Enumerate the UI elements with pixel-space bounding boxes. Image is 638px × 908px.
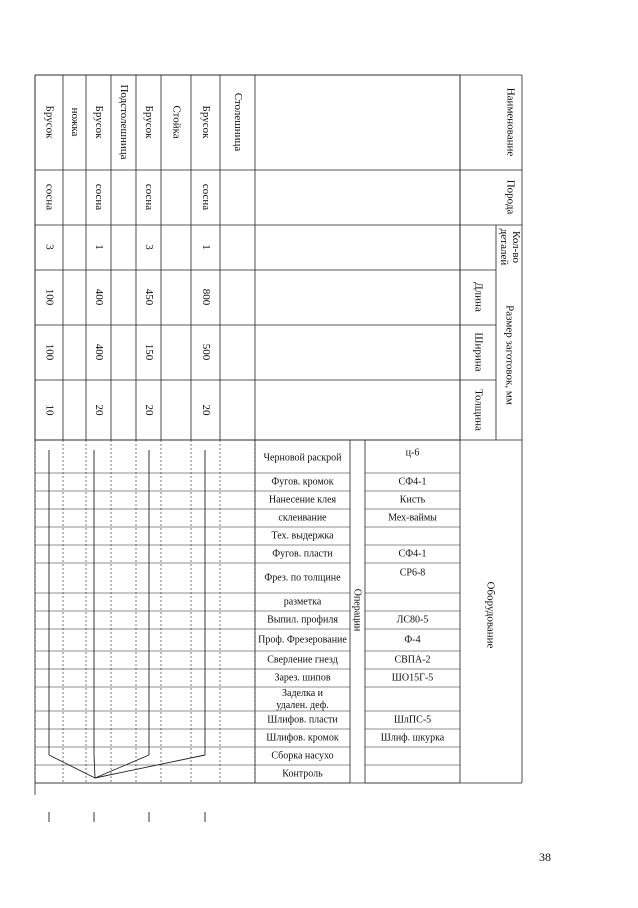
- part-1-name: Брусок: [199, 105, 212, 139]
- equipment-10: СВПА-2: [394, 654, 431, 666]
- part-7-width: 100: [43, 343, 56, 361]
- operation-5: Фугов. пласти: [272, 548, 333, 560]
- operation-15: Сборка насухо: [271, 750, 334, 762]
- header-equipment: Оборудование: [484, 581, 497, 649]
- part-5-length: 400: [92, 288, 105, 306]
- part-2-name: Стойка: [170, 105, 183, 139]
- header-qty: Кол-водеталей: [498, 228, 522, 266]
- part-0-name: Столешница: [231, 92, 244, 152]
- equipment-1: СФ4-1: [398, 476, 427, 488]
- route-join-1: [94, 755, 95, 778]
- page-number: 38: [539, 849, 551, 864]
- part-1-thickness: 20: [199, 404, 212, 416]
- part-5-width: 400: [92, 343, 105, 361]
- operation-13: Шлифов. пласти: [267, 714, 338, 726]
- part-3-qty: 3: [142, 244, 155, 250]
- equipment-11: ШО15Г-5: [391, 672, 434, 684]
- equipment-9: Ф-4: [404, 634, 421, 646]
- part-5-thickness: 20: [92, 404, 105, 416]
- route-join-2: [95, 755, 149, 778]
- part-3-name: Брусок: [142, 105, 155, 139]
- part-1-width: 500: [199, 343, 212, 361]
- header-width: Ширина: [472, 332, 485, 372]
- part-3-species: сосна: [142, 183, 155, 211]
- operation-14: Шлифов. кромок: [266, 732, 339, 744]
- operation-7: разметка: [283, 596, 322, 608]
- route-join-0: [49, 755, 95, 778]
- header-operations: Операции: [351, 588, 363, 632]
- equipment-3: Мех-ваймы: [388, 512, 437, 524]
- part-1-species: сосна: [199, 183, 212, 211]
- part-7-length: 100: [43, 288, 56, 306]
- operation-10: Сверление гнезд: [267, 654, 338, 666]
- part-7-qty: 3: [43, 244, 56, 250]
- part-3-width: 150: [142, 343, 155, 361]
- route-join-3: [95, 755, 205, 778]
- operation-2: Нанесение клея: [268, 494, 337, 506]
- equipment-8: ЛС80-5: [396, 614, 429, 626]
- part-3-thickness: 20: [142, 404, 155, 416]
- part-6-name: ножка: [68, 107, 81, 137]
- equipment-13: ШлПС-5: [393, 714, 432, 726]
- operation-6: Фрез. по толщине: [264, 572, 341, 584]
- operation-16: Контроль: [282, 768, 323, 780]
- operation-0: Черновой раскрой: [263, 452, 342, 464]
- part-7-species: сосна: [43, 183, 56, 211]
- part-4-name: Подстолешница: [117, 84, 130, 160]
- operation-4: Тех. выдержка: [271, 530, 334, 542]
- header-species: Порода: [504, 179, 517, 215]
- operation-3: склеивание: [278, 512, 327, 524]
- part-5-name: Брусок: [92, 105, 105, 139]
- header-name: Наименование: [504, 87, 517, 157]
- operation-11: Зарез. шипов: [274, 672, 331, 684]
- header-thickness: Толщина: [472, 389, 485, 431]
- part-7-name: Брусок: [43, 105, 56, 139]
- part-3-length: 450: [142, 288, 155, 306]
- part-1-length: 800: [199, 288, 212, 306]
- equipment-6: СР6-8: [399, 567, 426, 579]
- equipment-5: СФ4-1: [398, 548, 427, 560]
- operation-1: Фугов. кромок: [271, 476, 334, 488]
- equipment-2: Кисть: [399, 494, 426, 506]
- header-length: Длина: [472, 282, 485, 312]
- part-5-species: сосна: [92, 183, 105, 211]
- equipment-0: ц-6: [405, 447, 420, 459]
- header-size-group: Размер заготовок, мм: [503, 305, 516, 405]
- operation-12: Заделка и удален. деф.: [276, 688, 329, 711]
- equipment-14: Шлиф. шкурка: [380, 732, 445, 744]
- part-7-thickness: 10: [43, 404, 56, 416]
- part-5-qty: 1: [92, 244, 105, 250]
- operation-8: Выпил. профиля: [267, 614, 338, 626]
- part-1-qty: 1: [199, 244, 212, 250]
- operation-9: Проф. Фрезерование: [258, 634, 347, 646]
